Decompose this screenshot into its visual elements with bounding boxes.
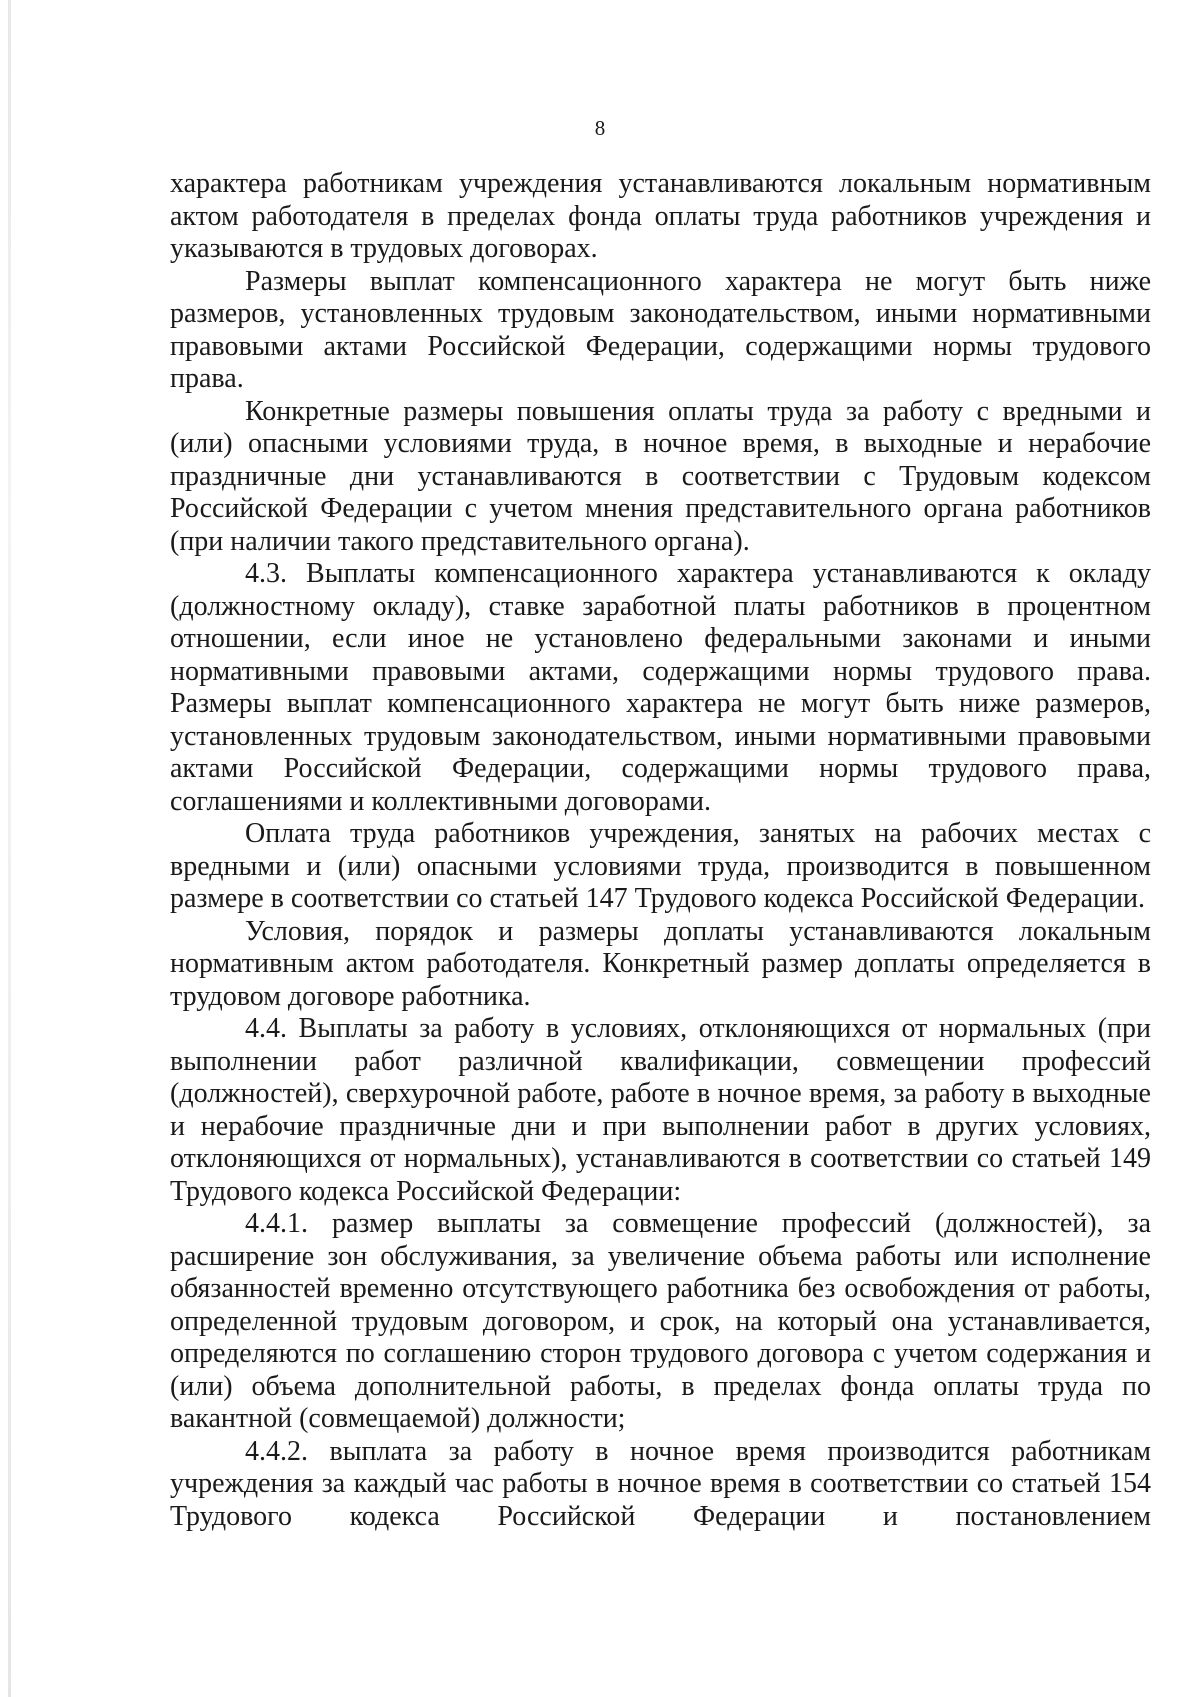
paragraph-4-3: 4.3. Выплаты компенсационного характера устанавливаются к окладу (должностному окладу), ставке заработной платы работников в процентном отношении, если иное не установлено федеральными законами и иными нормативными правовыми актами, содержащими нормы трудового права. Размеры выплат компенсационного характера не могут быть ниже размеров, установленных трудовым законодательством, иными нормативными правовыми актами Российской Федерации, содержащими нормы трудового права, соглашениями и коллективными договорами. xyxy=(170,558,1151,817)
paragraph: Условия, порядок и размеры доплаты устанавливаются локальным нормативным актом работодателя. Конкретный размер доплаты определяется в трудовом договоре работника. xyxy=(170,915,1151,1012)
paragraph-4-4-2: 4.4.2. выплата за работу в ночное время производится работникам учреждения за каждый час работы в ночное время в соответствии со статьей 154 Трудового кодекса Российской Федерации и постановлением xyxy=(170,1435,1151,1532)
paragraph-4-4-1: 4.4.1. размер выплаты за совмещение профессий (должностей), за расширение зон обслуживания, за увеличение объема работы или исполнение обязанностей временно отсутствующего работника без освобождения от работы, определенной трудовым договором, и срок, на который она устанавливается, определяются по соглашению сторон трудового договора с учетом содержания и (или) объема дополнительной работы, в пределах фонда оплаты труда по вакантной (совмещаемой) должности; xyxy=(170,1208,1151,1434)
document-body xyxy=(170,168,1151,1533)
paragraph-continuation: характера работникам учреждения устанавливаются локальным нормативным актом работодателя в пределах фонда оплаты труда работников учреждения и указываются в трудовых договорах. xyxy=(170,168,1151,264)
paragraph: Размеры выплат компенсационного характера не могут быть ниже размеров, установленных трудовым законодательством, иными нормативными правовыми актами Российской Федерации, содержащими нормы трудового права. xyxy=(170,265,1151,394)
paragraph: Конкретные размеры повышения оплаты труда за работу с вредными и (или) опасными условиями труда, в ночное время, в выходные и нерабочие праздничные дни устанавливаются в соответствии с Трудовым кодексом Российской Федерации с учетом мнения представительного органа работников (при наличии такого представительного органа). xyxy=(170,395,1151,557)
paragraph: Оплата труда работников учреждения, занятых на рабочих местах с вредными и (или) опасными условиями труда, производится в повышенном размере в соответствии со статьей 147 Трудового кодекса Российской Федерации. xyxy=(170,818,1151,914)
scan-edge xyxy=(8,0,11,1697)
paragraph-4-4: 4.4. Выплаты за работу в условиях, отклоняющихся от нормальных (при выполнении работ различной квалификации, совмещении профессий (должностей), сверхурочной работе, работе в ночное время, за работу в выходные и нерабочие праздничные дни и при выполнении работ в других условиях, отклоняющихся от нормальных), устанавливаются в соответствии со статьей 149 Трудового кодекса Российской Федерации: xyxy=(170,1013,1151,1207)
page-number: 8 xyxy=(594,116,606,140)
